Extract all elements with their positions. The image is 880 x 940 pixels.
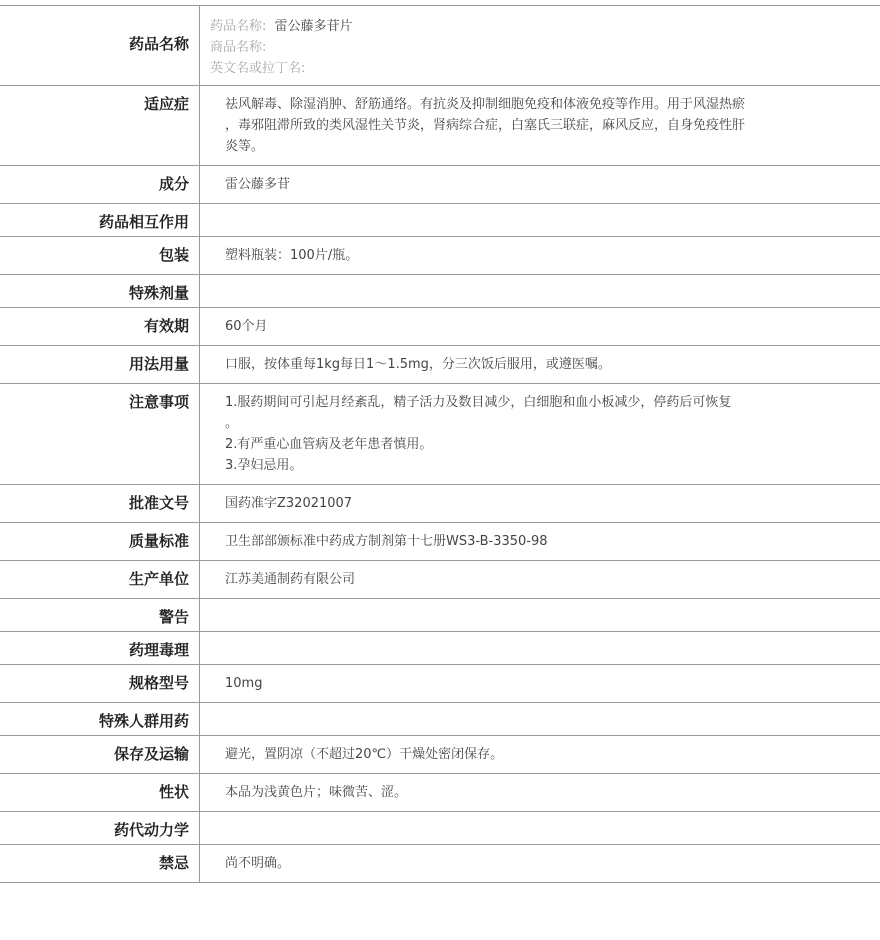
row-value bbox=[200, 736, 880, 773]
row-label: 药品相互作用 bbox=[0, 204, 200, 236]
row-value bbox=[200, 523, 880, 560]
row-label: 特殊剂量 bbox=[0, 275, 200, 307]
row-value bbox=[200, 204, 880, 236]
drug-name-key: 药品名称: bbox=[210, 19, 267, 34]
table-row bbox=[0, 812, 880, 845]
row-value bbox=[200, 86, 880, 165]
table-row bbox=[0, 204, 880, 237]
row-label: 禁忌 bbox=[0, 845, 200, 882]
drug-info-table bbox=[0, 5, 880, 883]
latin-name-key: 英文名或拉丁名: bbox=[210, 61, 306, 76]
row-value bbox=[200, 485, 880, 522]
drug-name-cell bbox=[200, 6, 880, 85]
row-label: 有效期 bbox=[0, 308, 200, 345]
table-row bbox=[0, 599, 880, 632]
row-label: 规格型号 bbox=[0, 665, 200, 702]
row-value-line: 尚不明确。 bbox=[225, 856, 291, 871]
row-label: 适应症 bbox=[0, 86, 200, 165]
drug-name-line bbox=[210, 16, 870, 37]
trade-name-line bbox=[210, 37, 870, 58]
table-row bbox=[0, 703, 880, 736]
row-value bbox=[200, 561, 880, 598]
row-value-line: 60个月 bbox=[225, 319, 268, 334]
row-value bbox=[200, 632, 880, 664]
table-row bbox=[0, 275, 880, 308]
row-label: 药理毒理 bbox=[0, 632, 200, 664]
row-value bbox=[200, 703, 880, 735]
row-label: 药品名称 bbox=[0, 6, 200, 85]
row-value-line: 。 bbox=[225, 416, 239, 431]
row-value-line: 1.服药期间可引起月经紊乱，精子活力及数目减少，白细胞和血小板减少，停药后可恢复 bbox=[225, 395, 732, 410]
row-label: 警告 bbox=[0, 599, 200, 631]
table-row bbox=[0, 523, 880, 561]
row-value-line: 炎等。 bbox=[225, 139, 265, 154]
row-value-line: 塑料瓶装：100片/瓶。 bbox=[225, 248, 359, 263]
row-value bbox=[200, 845, 880, 882]
table-row bbox=[0, 166, 880, 204]
row-value bbox=[200, 308, 880, 345]
row-value-line: 口服，按体重每1kg每日1～1.5mg，分三次饭后服用，或遵医嘱。 bbox=[225, 357, 611, 372]
row-value-line: 2.有严重心血管病及老年患者慎用。 bbox=[225, 437, 433, 452]
trade-name-key: 商品名称: bbox=[210, 40, 267, 55]
row-value-line: 江苏美通制药有限公司 bbox=[225, 572, 356, 587]
row-value-line: 祛风解毒、除湿消肿、舒筋通络。有抗炎及抑制细胞免疫和体液免疫等作用。用于风湿热瘀 bbox=[225, 97, 746, 112]
row-value-line: 国药准字Z32021007 bbox=[225, 496, 353, 511]
latin-name-line bbox=[210, 58, 870, 79]
table-row bbox=[0, 632, 880, 665]
table-row bbox=[0, 86, 880, 166]
table-row bbox=[0, 384, 880, 485]
row-label: 注意事项 bbox=[0, 384, 200, 484]
table-row bbox=[0, 736, 880, 774]
row-value-line: ，毒邪阻滞所致的类风湿性关节炎，肾病综合症，白塞氏三联症，麻风反应，自身免疫性肝 bbox=[225, 118, 746, 133]
row-label: 生产单位 bbox=[0, 561, 200, 598]
row-label: 质量标准 bbox=[0, 523, 200, 560]
row-value bbox=[200, 237, 880, 274]
table-row bbox=[0, 665, 880, 703]
table-body bbox=[0, 86, 880, 883]
table-row-drug-name bbox=[0, 6, 880, 86]
row-value-line: 避光，置阴凉（不超过20℃）干燥处密闭保存。 bbox=[225, 747, 504, 762]
row-value-line: 卫生部部颁标准中药成方制剂第十七册WS3-B-3350-98 bbox=[225, 534, 548, 549]
table-row bbox=[0, 845, 880, 883]
table-row bbox=[0, 237, 880, 275]
row-value bbox=[200, 812, 880, 844]
table-row bbox=[0, 774, 880, 812]
row-value bbox=[200, 599, 880, 631]
row-label: 批准文号 bbox=[0, 485, 200, 522]
row-value-line: 雷公藤多苷 bbox=[225, 177, 291, 192]
row-label: 药代动力学 bbox=[0, 812, 200, 844]
row-label: 特殊人群用药 bbox=[0, 703, 200, 735]
table-row bbox=[0, 561, 880, 599]
row-value-line: 10mg bbox=[225, 676, 263, 691]
table-row bbox=[0, 346, 880, 384]
row-label: 包装 bbox=[0, 237, 200, 274]
row-value bbox=[200, 166, 880, 203]
row-value-line: 本品为浅黄色片；味微苦、涩。 bbox=[225, 785, 408, 800]
row-value bbox=[200, 275, 880, 307]
row-value-line: 3.孕妇忌用。 bbox=[225, 458, 303, 473]
row-value bbox=[200, 774, 880, 811]
table-row bbox=[0, 485, 880, 523]
row-label: 成分 bbox=[0, 166, 200, 203]
drug-name-value: 雷公藤多苷片 bbox=[274, 19, 353, 34]
row-value bbox=[200, 384, 880, 484]
row-label: 性状 bbox=[0, 774, 200, 811]
row-label: 用法用量 bbox=[0, 346, 200, 383]
table-row bbox=[0, 308, 880, 346]
row-label: 保存及运输 bbox=[0, 736, 200, 773]
row-value bbox=[200, 665, 880, 702]
row-value bbox=[200, 346, 880, 383]
